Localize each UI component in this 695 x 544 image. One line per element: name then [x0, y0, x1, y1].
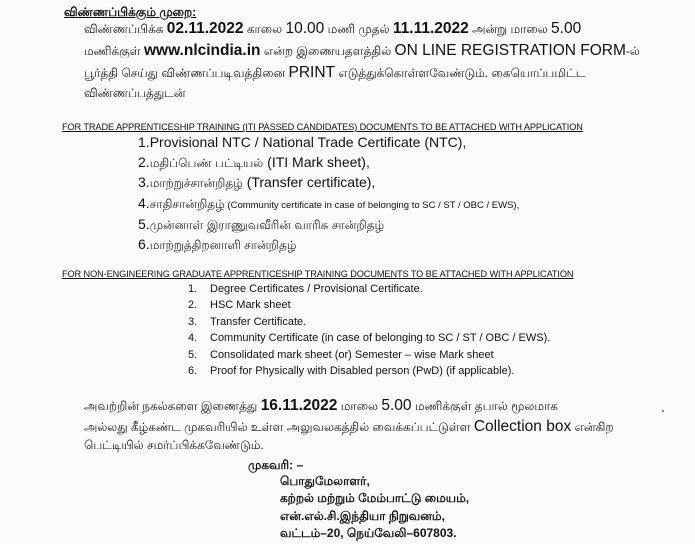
nonengg-doc-item: 6. Proof for Physically with Disabled person (PwD) (if applicable).	[188, 365, 515, 378]
trade-doc-item: 3.மாற்றுச்சான்றிதழ் (Transfer certificate),	[138, 174, 376, 191]
start-date: 02.11.2022	[166, 20, 244, 37]
para1-line-2	[84, 42, 640, 60]
trade-doc-item: 5.முன்னாள் இராணுவவீரின் வாரிசு சான்றிதழ்	[138, 215, 385, 232]
address-label: முகவரி: –	[248, 458, 304, 472]
para1-text: என்ற இணையதளத்தில்	[263, 44, 392, 58]
trade-section-heading: FOR TRADE APPRENTICESHIP TRAINING (ITI PASSED CANDIDATES) DOCUMENTS TO BE ATTACHED WITH APPLICATION	[62, 122, 583, 132]
para2-text: அல்லது கீழ்கண்ட முகவரியில் உள்ள அலுவலகத்தில் வைக்கப்பட்டுள்ள	[84, 420, 471, 434]
address-line-location: வட்டம்–20, நெய்வேலி–607803.	[280, 526, 457, 540]
para1-line-3	[84, 64, 585, 82]
para1-text: மணிக்குள்	[84, 44, 141, 58]
nonengg-doc-item: 3. Transfer Certificate.	[188, 315, 307, 328]
start-time: 10.00	[285, 20, 325, 37]
para2-text: அவற்றின் நகல்களை இணைத்து	[84, 399, 258, 413]
end-time: 5.00	[551, 20, 582, 37]
nonengg-doc-item: 5. Consolidated mark sheet (or) Semester – wise Mark sheet	[188, 348, 494, 361]
trade-documents-list	[138, 133, 519, 255]
submission-date: 16.11.2022	[260, 397, 338, 414]
trade-doc-item: 4.சாதிசான்றிதழ் (Community certificate in case of belonging to SC / ST / OBC / EWS),	[138, 194, 520, 211]
para2-text: மணிக்குள் தபால் மூலமாக	[414, 399, 558, 413]
trade-doc-item: 1.Provisional NTC / National Trade Certificate (NTC),	[138, 134, 467, 150]
nonengg-section-heading: FOR NON-ENGINEERING GRADUATE APPRENTICESHIP TRAINING DOCUMENTS TO BE ATTACHED WITH APPLICATION	[62, 269, 574, 279]
para1-text: -ல்	[625, 44, 640, 58]
collection-box-term: Collection box	[473, 418, 572, 435]
para2-line-2	[84, 418, 614, 436]
para2-line-3: பெட்டியில் சமர்ப்பிக்கவேண்டும்.	[84, 438, 264, 452]
print-word: PRINT	[288, 64, 335, 81]
nonengg-doc-item: 1. Degree Certificates / Provisional Certificate.	[188, 283, 423, 295]
nonengg-documents-list	[188, 281, 550, 379]
submission-time: 5.00	[381, 397, 412, 414]
address-line-designation: பொதுமேலாளர்,	[280, 474, 370, 488]
para1-text: விண்ணப்பிக்க	[84, 22, 164, 36]
nonengg-doc-item: 2. HSC Mark sheet	[188, 299, 291, 312]
address-line-organisation: என்.எல்.சி.இந்தியா நிறுவனம்,	[280, 509, 445, 523]
para1-line-1	[84, 20, 581, 38]
para2-text: என்கிற	[574, 420, 614, 434]
section-heading-application-method: விண்ணப்பிக்கும் முறை:	[64, 5, 197, 19]
scan-speck	[662, 410, 664, 412]
end-date: 11.11.2022	[392, 20, 469, 37]
para2-line-1	[84, 397, 558, 415]
address-line-department: கற்றல் மற்றும் மேம்பாட்டு மையம்,	[280, 491, 470, 505]
para1-text: மணி முதல்	[327, 22, 390, 36]
para1-text: அன்று மாலை	[472, 22, 548, 36]
para1-text: எடுத்துக்கொள்ளவேண்டும். கையொப்பமிட்ட	[338, 66, 586, 80]
nonengg-doc-item: 4. Community Certificate (in case of belonging to SC / ST / OBC / EWS).	[188, 332, 551, 345]
para1-line-4: விண்ணப்பத்துடன்	[84, 86, 186, 100]
para1-text: காலை	[246, 22, 283, 36]
trade-doc-item: 2.மதிப்பெண் பட்டியல் (ITI Mark sheet),	[138, 154, 370, 171]
para1-text: பூர்த்தி செய்து விண்ணப்படிவத்தினை	[84, 66, 286, 80]
registration-form-name: ON LINE REGISTRATION FORM	[394, 42, 626, 59]
website-url: www.nlcindia.in	[143, 42, 261, 59]
trade-doc-item: 6.மாற்றுத்திறனாளி சான்றிதழ்	[138, 236, 297, 253]
para2-text: மாலை	[340, 399, 379, 413]
